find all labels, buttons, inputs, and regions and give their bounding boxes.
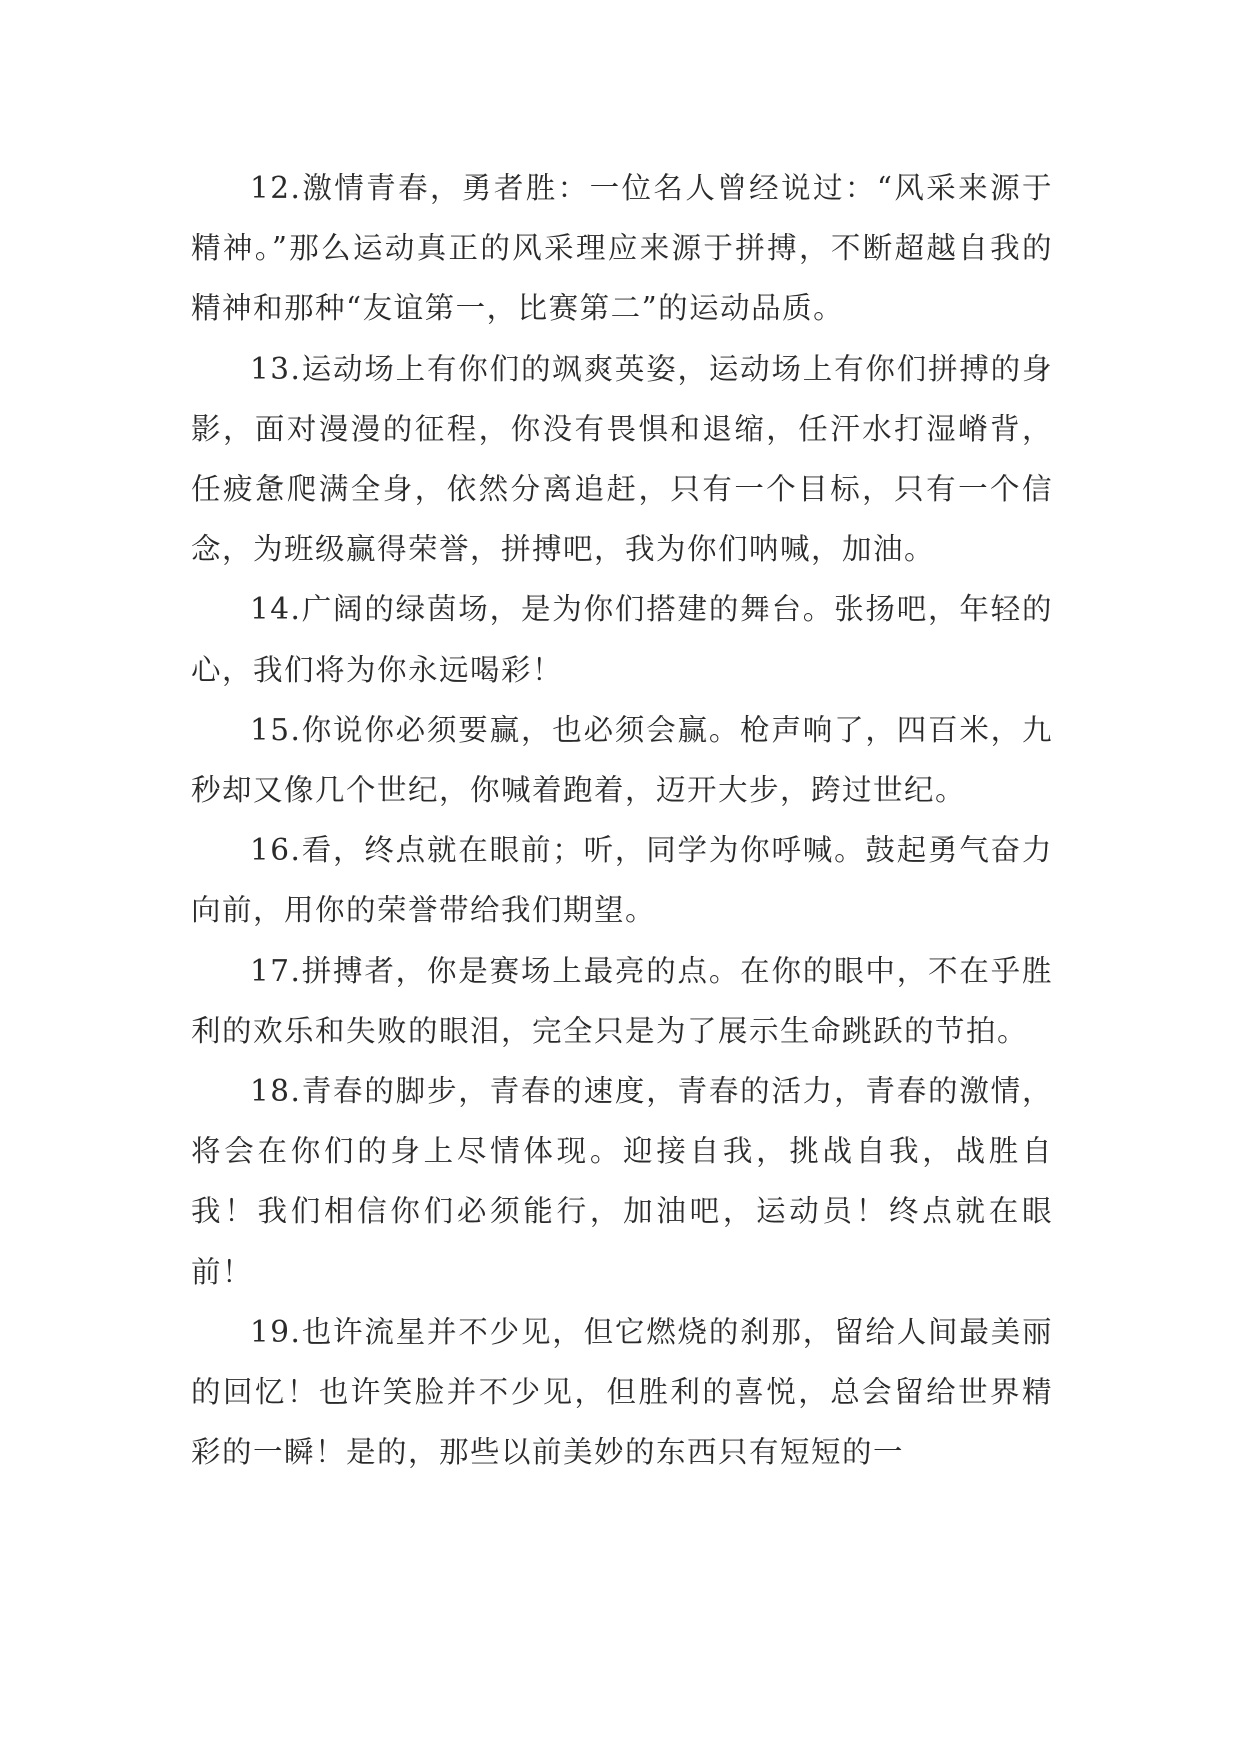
paragraph-13: 13.运动场上有你们的飒爽英姿，运动场上有你们拼搏的身影，面对漫漫的征程，你没有畏惧和退缩，任汗水打湿嵴背，任疲惫爬满全身，依然分离追赶，只有一个目标，只有一个信念，为班级赢得荣誉，拼搏吧，我为你们呐喊，加油。 bbox=[191, 351, 1053, 567]
paragraph-14: 14.广阔的绿茵场，是为你们搭建的舞台。张扬吧，年轻的心，我们将为你永远喝彩！ bbox=[191, 592, 1053, 687]
paragraph-17: 17.拼搏者，你是赛场上最亮的点。在你的眼中，不在乎胜利的欢乐和失败的眼泪，完全只是为了展示生命跳跃的节拍。 bbox=[191, 953, 1053, 1048]
paragraph-16: 16.看，终点就在眼前；听，同学为你呼喊。鼓起勇气奋力向前，用你的荣誉带给我们期望。 bbox=[191, 833, 1053, 928]
document-body bbox=[191, 158, 1053, 1482]
paragraph-18: 18.青春的脚步，青春的速度，青春的活力，青春的激情，将会在你们的身上尽情体现。迎接自我，挑战自我，战胜自我！我们相信你们必须能行，加油吧，运动员！终点就在眼前！ bbox=[191, 1074, 1053, 1289]
paragraph-19: 19.也许流星并不少见，但它燃烧的刹那，留给人间最美丽的回忆！也许笑脸并不少见，但胜利的喜悦，总会留给世界精彩的一瞬！是的，那些以前美妙的东西只有短短的一 bbox=[191, 1314, 1053, 1470]
paragraph-12: 12.激情青春，勇者胜：一位名人曾经说过：“风采来源于精神。”那么运动真正的风采理应来源于拼搏，不断超越自我的精神和那种“友谊第一，比赛第二”的运动品质。 bbox=[191, 171, 1053, 326]
paragraph-15: 15.你说你必须要赢，也必须会赢。枪声响了，四百米，九秒却又像几个世纪，你喊着跑着，迈开大步，跨过世纪。 bbox=[191, 712, 1053, 808]
